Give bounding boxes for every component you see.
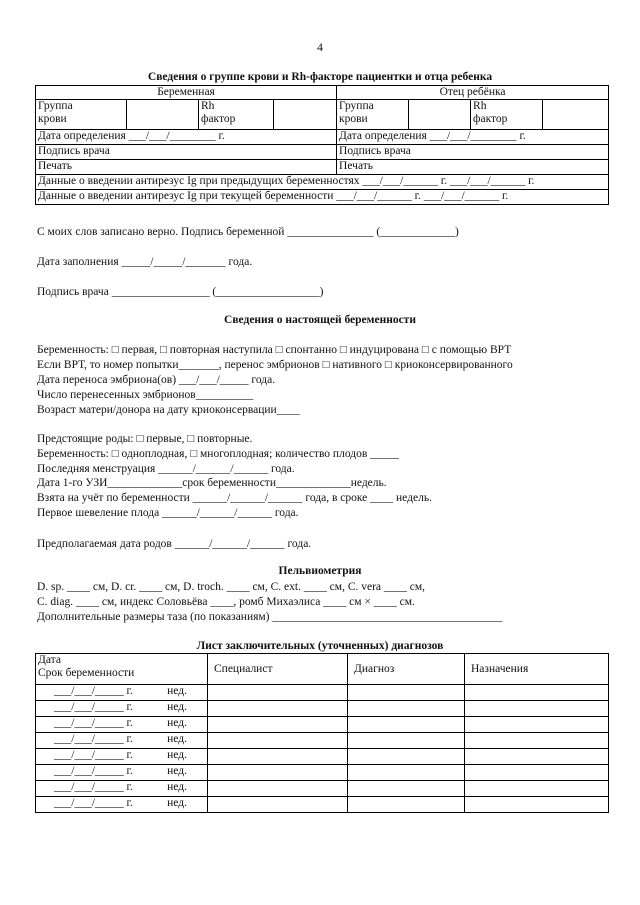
registration-date[interactable]: Взята на учёт по беременности ______/______/______ года, в сроке ____ недель.: [37, 492, 432, 504]
row-diagnosis[interactable]: [348, 765, 465, 781]
embryos-count[interactable]: Число перенесенных эмбрионов__________: [37, 389, 254, 401]
father-group-cell: Группа крови: [337, 100, 409, 130]
diagnoses-table: [35, 653, 609, 813]
doctor-sign-right: Подпись врача: [337, 145, 609, 160]
first-ultrasound[interactable]: Дата 1-го УЗИ_____________срок беременности_____________недель.: [37, 477, 387, 489]
expected-birth-date[interactable]: Предполагаемая дата родов ______/______/______ года.: [37, 538, 312, 550]
row-prescriptions[interactable]: [465, 749, 609, 765]
row-prescriptions[interactable]: [465, 685, 609, 701]
col-father: Отец ребёнка: [337, 86, 609, 100]
row-specialist[interactable]: [208, 733, 348, 749]
row-specialist[interactable]: [208, 781, 348, 797]
pelvimetry-extra[interactable]: Дополнительные размеры таза (по показаниям) ________________________________________: [37, 611, 503, 623]
rh-value[interactable]: [274, 100, 337, 130]
blood-section-title: Сведения о группе крови и Rh-факторе пациентки и отца ребенка: [147, 71, 493, 83]
doctor-sign-left: Подпись врача: [36, 145, 337, 160]
row-prescriptions[interactable]: [465, 781, 609, 797]
embryo-transfer-date[interactable]: Дата переноса эмбриона(ов) ___/___/_____ года.: [37, 374, 276, 386]
pregnancy-type-line[interactable]: Беременность: □ первая, □ повторная наступила □ спонтанно □ индуцирована □ с помощью ВРТ: [37, 344, 512, 356]
row-diagnosis[interactable]: [348, 781, 465, 797]
group-cell: Группа крови: [36, 100, 127, 130]
row-prescriptions[interactable]: [465, 701, 609, 717]
last-menstruation[interactable]: Последняя менструация ______/______/______ года.: [37, 463, 295, 475]
row-date-cell[interactable]: ___/___/_____ г. нед.: [36, 701, 208, 717]
pelvimetry-line-2[interactable]: C. diag. ____ см, индекс Соловьёва ____, ромб Михаэлиса ____ см × ____ см.: [37, 596, 415, 608]
row-date-cell[interactable]: ___/___/_____ г. нед.: [36, 717, 208, 733]
row-date-cell[interactable]: ___/___/_____ г. нед.: [36, 685, 208, 701]
table-row: [36, 717, 609, 733]
header-date: Дата Срок беременности: [36, 654, 208, 685]
donor-age[interactable]: Возраст матери/донора на дату криоконсервации____: [37, 404, 300, 416]
diagnoses-title: Лист заключительных (уточненных) диагнозов: [196, 640, 444, 652]
row-diagnosis[interactable]: [348, 797, 465, 813]
row-date-cell[interactable]: ___/___/_____ г. нед.: [36, 733, 208, 749]
page-number: 4: [317, 40, 323, 54]
col-pregnant: Беременная: [36, 86, 337, 100]
row-date-cell[interactable]: ___/___/_____ г. нед.: [36, 781, 208, 797]
first-movement[interactable]: Первое шевеление плода ______/______/______ года.: [37, 507, 299, 519]
row-prescriptions[interactable]: [465, 733, 609, 749]
header-prescriptions: Назначения: [465, 654, 609, 685]
row-diagnosis[interactable]: [348, 749, 465, 765]
father-group-value[interactable]: [409, 100, 471, 130]
table-row: [36, 797, 609, 813]
date-def-right[interactable]: Дата определения ___/___/________ г.: [337, 130, 609, 145]
row-date-cell[interactable]: ___/___/_____ г. нед.: [36, 749, 208, 765]
anti-rh-prev[interactable]: Данные о введении антирезус Ig при предыдущих беременностях ___/___/______ г. ___/___/______ г.: [36, 175, 609, 190]
row-prescriptions[interactable]: [465, 717, 609, 733]
fill-date[interactable]: Дата заполнения _____/_____/_______ года.: [37, 256, 253, 268]
row-prescriptions[interactable]: [465, 765, 609, 781]
anti-rh-curr[interactable]: Данные о введении антирезус Ig при текущей беременности ___/___/______ г. ___/___/______ г.: [36, 190, 609, 205]
blood-table: [35, 85, 609, 205]
row-specialist[interactable]: [208, 685, 348, 701]
header-specialist: Специалист: [208, 654, 348, 685]
table-row: [36, 765, 609, 781]
stamp-right: Печать: [337, 160, 609, 175]
current-section-title: Сведения о настоящей беременности: [224, 314, 416, 326]
row-diagnosis[interactable]: [348, 733, 465, 749]
father-rh-cell: Rh фактор: [471, 100, 543, 130]
fetus-count[interactable]: Беременность: □ одноплодная, □ многоплодная; количество плодов _____: [37, 448, 399, 460]
pelvimetry-line-1[interactable]: D. sp. ____ см, D. cr. ____ см, D. troch. ____ см, C. ext. ____ см, C. vera ____ см,: [37, 581, 426, 593]
row-diagnosis[interactable]: [348, 717, 465, 733]
row-specialist[interactable]: [208, 797, 348, 813]
table-row: [36, 781, 609, 797]
table-row: [36, 685, 609, 701]
row-specialist[interactable]: [208, 765, 348, 781]
father-rh-value[interactable]: [543, 100, 609, 130]
pelvimetry-title: Пельвиометрия: [278, 565, 362, 577]
upcoming-birth[interactable]: Предстоящие роды: □ первые, □ повторные.: [37, 433, 253, 445]
row-specialist[interactable]: [208, 717, 348, 733]
stamp-left: Печать: [36, 160, 337, 175]
row-date-cell[interactable]: ___/___/_____ г. нед.: [36, 797, 208, 813]
row-diagnosis[interactable]: [348, 701, 465, 717]
group-value[interactable]: [127, 100, 199, 130]
row-diagnosis[interactable]: [348, 685, 465, 701]
rh-cell: Rh фактор: [199, 100, 274, 130]
row-specialist[interactable]: [208, 749, 348, 765]
doctor-signature-line[interactable]: Подпись врача _________________ (__________________): [37, 286, 324, 298]
confirm-words[interactable]: С моих слов записано верно. Подпись беременной _______________ (_____________): [37, 226, 459, 238]
row-specialist[interactable]: [208, 701, 348, 717]
table-row: [36, 701, 609, 717]
date-def-left[interactable]: Дата определения ___/___/________ г.: [36, 130, 337, 145]
art-attempt-line[interactable]: Если ВРТ, то номер попытки_______, перенос эмбрионов □ нативного □ криоконсервированного: [37, 359, 513, 371]
row-date-cell[interactable]: ___/___/_____ г. нед.: [36, 765, 208, 781]
header-diagnosis: Диагноз: [348, 654, 465, 685]
row-prescriptions[interactable]: [465, 797, 609, 813]
table-row: [36, 749, 609, 765]
table-row: [36, 733, 609, 749]
